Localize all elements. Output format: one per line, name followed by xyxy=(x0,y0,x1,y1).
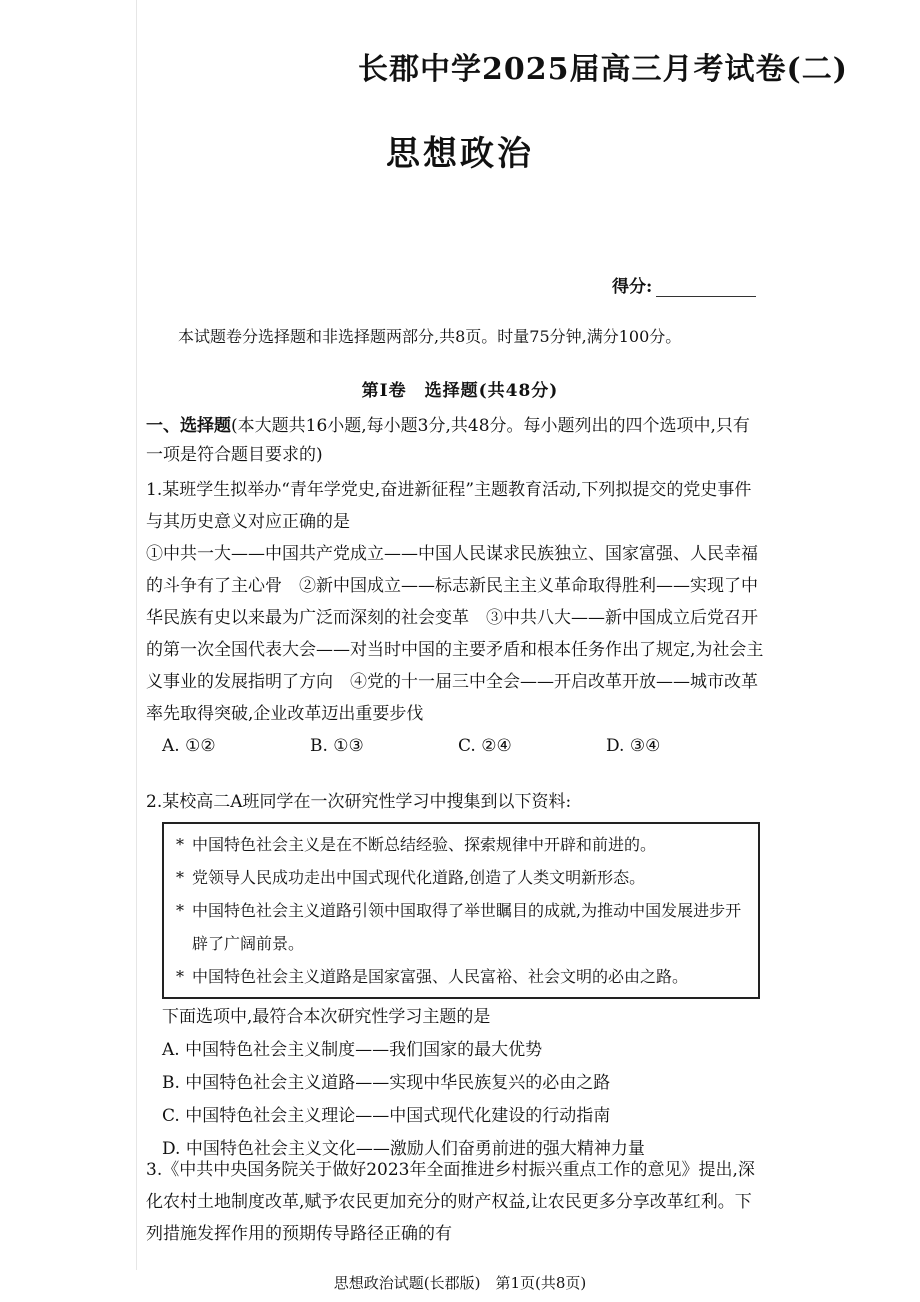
question-3-number: 3. xyxy=(146,1160,163,1180)
question-2-stem xyxy=(146,786,766,818)
material-item xyxy=(176,894,748,960)
material-text: 中国特色社会主义道路是国家富强、人民富裕、社会文明的必由之路。 xyxy=(192,967,689,986)
option-a[interactable]: A. ①② xyxy=(162,736,216,756)
question-1-statements: ①中共一大——中国共产党成立——中国人民谋求民族独立、国家富强、人民幸福的斗争有了主心骨 ②新中国成立——标志新民主主义革命取得胜利——实现了中华民族有史以来最为广泛而深刻的社会变革 ③中共八大——新中国成立后党召开的第一次全国代表大会——对当时中国的主要矛盾和根本任务作出了规定,为社会主义事业的发展指明了方向 ④党的十一届三中全会——开启改革开放——城市改革率先取得突破,企业改革迈出重要步伐 xyxy=(146,544,764,724)
question-2 xyxy=(146,786,766,1166)
question-2-number: 2. xyxy=(146,792,163,812)
question-1 xyxy=(146,474,766,762)
material-text: 中国特色社会主义道路引领中国取得了举世瞩目的成就,为推动中国发展进步开辟了广阔前景。 xyxy=(192,901,742,953)
material-text: 中国特色社会主义是在不断总结经验、探索规律中开辟和前进的。 xyxy=(192,835,657,854)
option-c[interactable]: C. 中国特色社会主义理论——中国式现代化建设的行动指南 xyxy=(162,1106,611,1126)
question-1-stem-text: 某班学生拟举办“青年学党史,奋进新征程”主题教育活动,下列拟提交的党史事件与其历史意义对应正确的是 xyxy=(146,480,752,532)
option-b[interactable]: B. 中国特色社会主义道路——实现中华民族复兴的必由之路 xyxy=(162,1073,611,1093)
question-2-prompt: 下面选项中,最符合本次研究性学习主题的是 xyxy=(162,1007,491,1027)
material-item xyxy=(176,861,748,894)
question-3 xyxy=(146,1154,766,1250)
bullet-icon: * xyxy=(176,967,184,986)
binding-margin-line xyxy=(136,0,137,1270)
option-d[interactable]: D. 中国特色社会主义文化——激励人们奋勇前进的强大精神力量 xyxy=(162,1139,645,1159)
option-d[interactable]: D. ③④ xyxy=(606,736,661,756)
bullet-icon: * xyxy=(176,868,184,887)
score-field xyxy=(612,272,756,297)
bullet-icon: * xyxy=(176,901,184,920)
question-1-options xyxy=(146,730,766,762)
materials-box xyxy=(162,822,760,999)
part-one-text: (本大题共16小题,每小题3分,共48分。每小题列出的四个选项中,只有一项是符合题目要求的) xyxy=(146,416,750,465)
question-2-stem-text: 某校高二A班同学在一次研究性学习中搜集到以下资料: xyxy=(162,792,572,812)
part-one-description xyxy=(146,412,766,470)
material-item xyxy=(176,828,748,861)
material-text: 党领导人民成功走出中国式现代化道路,创造了人类文明新形态。 xyxy=(192,868,646,887)
question-1-stem xyxy=(146,474,766,538)
option-c[interactable]: C. ②④ xyxy=(458,736,512,756)
part-one-label: 一、选择题 xyxy=(146,416,231,436)
page-footer: 思想政治试题(长郡版) 第1页(共8页) xyxy=(333,1274,587,1292)
bullet-icon: * xyxy=(176,835,184,854)
section-heading: 第Ⅰ卷 选择题(共48分) xyxy=(361,381,559,401)
exam-title: 长郡中学2025届高三月考试卷(二) xyxy=(358,52,848,87)
option-a[interactable]: A. 中国特色社会主义制度——我们国家的最大优势 xyxy=(162,1040,543,1060)
exam-instruction: 本试题卷分选择题和非选择题两部分,共8页。时量75分钟,满分100分。 xyxy=(178,327,682,346)
subject-title: 思想政治 xyxy=(386,134,534,174)
question-3-stem-text: 《中共中央国务院关于做好2023年全面推进乡村振兴重点工作的意见》提出,深化农村土地制度改革,赋予农民更加充分的财产权益,让农民更多分享改革红利。下列措施发挥作用的预期传导路径正确的有 xyxy=(146,1160,755,1244)
question-1-number: 1. xyxy=(146,480,163,500)
score-blank-line xyxy=(656,280,756,297)
score-label: 得分: xyxy=(612,277,653,297)
material-item xyxy=(176,960,748,993)
option-b[interactable]: B. ①③ xyxy=(310,736,364,756)
